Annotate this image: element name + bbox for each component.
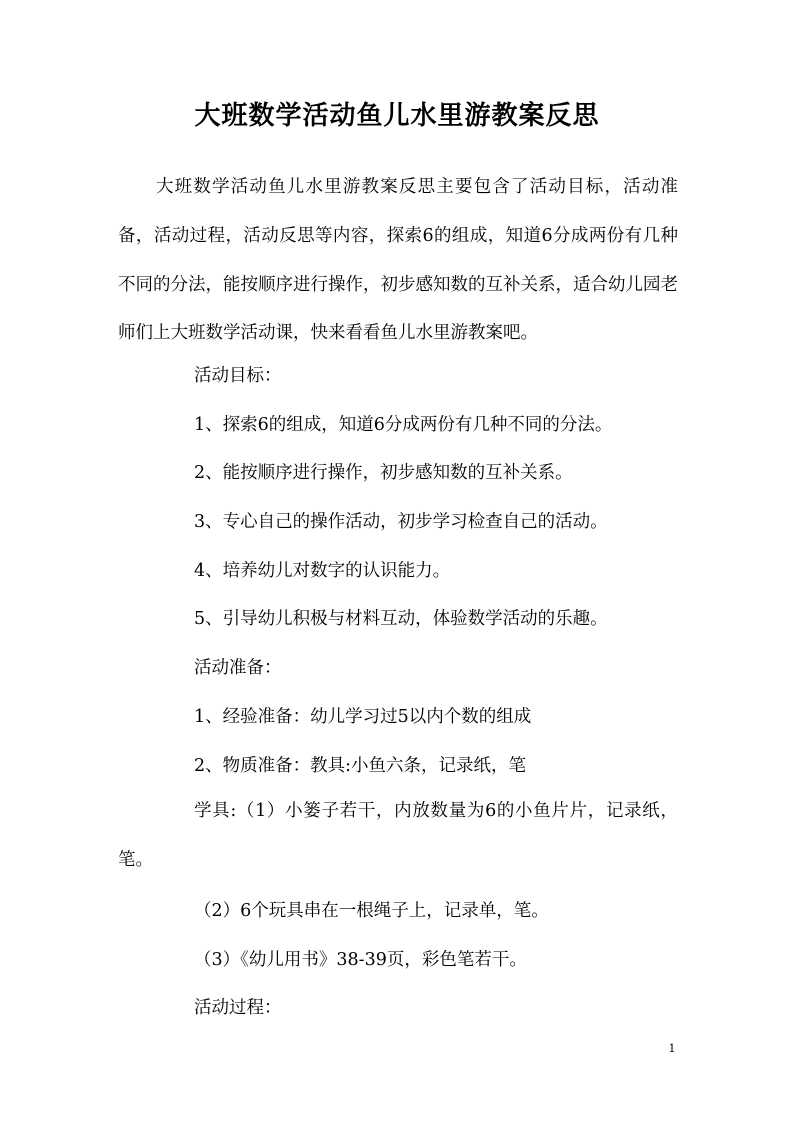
page-number: 1 bbox=[668, 1042, 676, 1055]
document-title: 大班数学活动鱼儿水里游教案反思 bbox=[194, 101, 600, 131]
process-heading: 活动过程： bbox=[194, 998, 282, 1018]
goal-item-5: 5、引导幼儿积极与材料互动，体验数学活动的乐趣。 bbox=[194, 609, 608, 629]
goal-item-2: 2、能按顺序进行操作，初步感知数的互补关系。 bbox=[194, 463, 573, 483]
tools-item-3: （3）《幼儿用书》38-39页，彩色笔若干。 bbox=[194, 950, 527, 970]
prep-item-2: 2、物质准备：教具:小鱼六条，记录纸，笔 bbox=[194, 756, 527, 776]
intro-paragraph: 大班数学活动鱼儿水里游教案反思主要包含了活动目标，活动准备，活动过程，活动反思等内容，探索6的组成，知道6分成两份有几种不同的分法，能按顺序进行操作，初步感知数的互补关系，适合幼儿园老师们上大班数学活动课，快来看看鱼儿水里游教案吧。 bbox=[118, 177, 678, 344]
learning-tools-paragraph: 学具:（1）小篓子若干，内放数量为6的小鱼片片，记录纸，笔。 bbox=[118, 801, 678, 870]
goal-item-1: 1、探索6的组成，知道6分成两份有几种不同的分法。 bbox=[194, 415, 613, 435]
goal-item-4: 4、培养幼儿对数字的认识能力。 bbox=[194, 561, 451, 581]
goals-heading: 活动目标： bbox=[194, 366, 282, 386]
prep-item-1: 1、经验准备：幼儿学习过5以内个数的组成 bbox=[194, 707, 532, 727]
prep-heading: 活动准备： bbox=[194, 658, 282, 678]
tools-item-2: （2）6个玩具串在一根绳子上，记录单，笔。 bbox=[194, 901, 549, 921]
goal-item-3: 3、专心自己的操作活动，初步学习检查自己的活动。 bbox=[194, 512, 608, 532]
